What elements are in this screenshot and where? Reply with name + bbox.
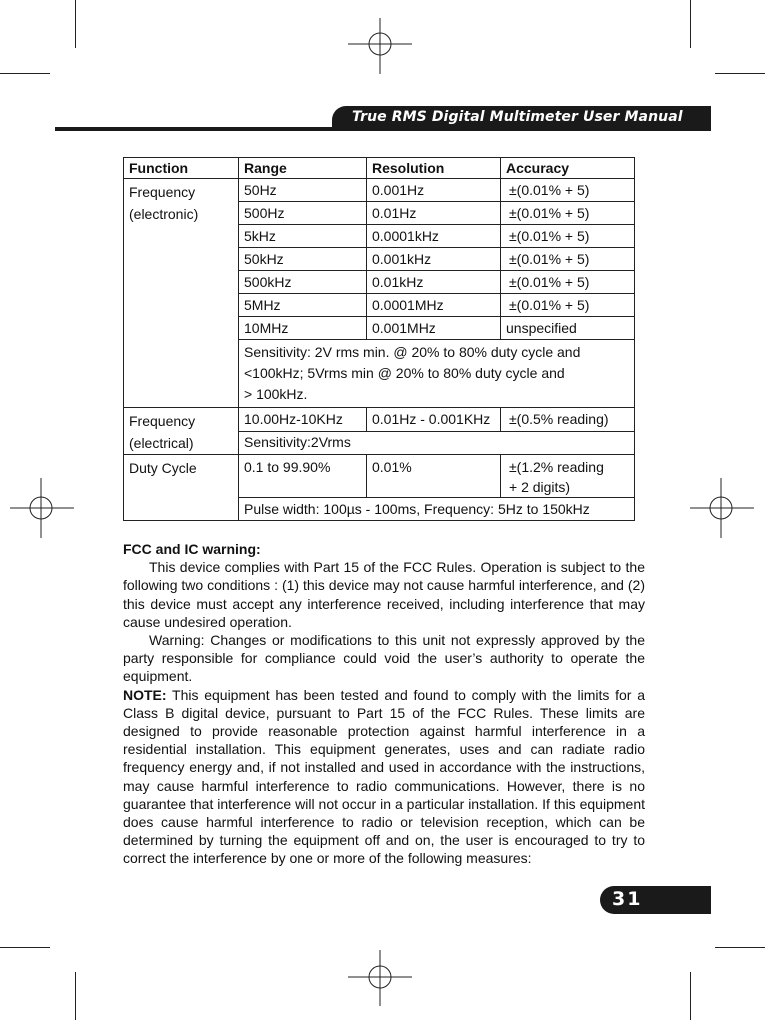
function-label: (electrical) <box>129 435 194 451</box>
range-cell: 10.00Hz-10KHz <box>239 408 367 432</box>
range-cell: 500kHz <box>239 271 367 294</box>
note-text: This equipment has been tested and found to comply with the limits for a Class B digital device, pursuant to Part 15 of the FCC Rules. These limits are designed to provide reasonable protection against harmful interference in a residential installation. This equipment generates, uses and can radiate radio frequency energy and, if not installed and used in accordance with the instructions, may cause harmful interference to radio communications. However, there is no guarantee that interference will not occur in a particular installation. If this equipment does cause harmful interference to radio or television reception, which can be determined by turning the equipment off and on, the user is encouraged to try to correct the interference by one or more of the following measures: <box>123 686 645 867</box>
accuracy-cell: ±(0.5% reading) <box>501 408 635 432</box>
crop-mark <box>0 73 50 74</box>
accuracy-cell: ±(0.01% + 5) <box>501 179 635 202</box>
range-cell: 5MHz <box>239 294 367 317</box>
crop-mark <box>715 947 765 948</box>
sensitivity-line: <100kHz; 5Vrms min @ 20% to 80% duty cycle and <box>244 365 565 381</box>
resolution-cell: 0.01Hz - 0.001KHz <box>367 408 501 432</box>
spec-table <box>123 157 635 521</box>
column-header: Resolution <box>367 158 501 179</box>
sensitivity-note: Sensitivity:2Vrms <box>239 431 635 455</box>
function-cell <box>124 408 239 455</box>
crop-mark <box>690 972 691 1020</box>
accuracy-cell: ±(0.01% + 5) <box>501 248 635 271</box>
range-cell: 5kHz <box>239 225 367 248</box>
resolution-cell: 0.01Hz <box>367 202 501 225</box>
accuracy-line: ±(1.2% reading <box>509 459 604 475</box>
header-title: True RMS Digital Multimeter User Manual <box>352 109 683 125</box>
registration-mark-icon <box>348 950 412 1006</box>
fcc-heading: FCC and IC warning: <box>123 541 261 557</box>
function-label: Frequency <box>129 184 196 200</box>
range-cell: 0.1 to 99.90% <box>239 455 367 498</box>
accuracy-cell: ±(0.01% + 5) <box>501 294 635 317</box>
range-cell: 50Hz <box>239 179 367 202</box>
resolution-cell: 0.001Hz <box>367 179 501 202</box>
function-cell <box>124 179 239 408</box>
function-cell <box>124 455 239 521</box>
note-label: NOTE: <box>123 686 167 703</box>
range-cell: 500Hz <box>239 202 367 225</box>
resolution-cell: 0.001kHz <box>367 248 501 271</box>
accuracy-cell: unspecified <box>501 317 635 340</box>
crop-mark <box>690 0 691 48</box>
crop-mark <box>0 947 50 948</box>
function-label: Duty Cycle <box>129 460 197 476</box>
function-label: (electronic) <box>129 206 199 222</box>
resolution-cell: 0.0001MHz <box>367 294 501 317</box>
crop-mark <box>715 73 765 74</box>
accuracy-line: + 2 digits) <box>509 479 571 495</box>
table-row <box>124 455 635 498</box>
resolution-cell: 0.0001kHz <box>367 225 501 248</box>
crop-mark <box>75 0 76 48</box>
accuracy-cell: ±(0.01% + 5) <box>501 225 635 248</box>
registration-mark-icon <box>348 18 412 74</box>
fcc-note <box>123 686 645 868</box>
accuracy-cell: ±(0.01% + 5) <box>501 271 635 294</box>
crop-mark <box>75 972 76 1020</box>
accuracy-cell <box>501 455 635 498</box>
fcc-section <box>123 540 645 868</box>
sensitivity-line: > 100kHz. <box>244 386 308 402</box>
table-row <box>124 408 635 432</box>
registration-mark-icon <box>690 478 754 538</box>
column-header: Accuracy <box>501 158 635 179</box>
resolution-cell: 0.01kHz <box>367 271 501 294</box>
range-cell: 10MHz <box>239 317 367 340</box>
fcc-paragraph: This device complies with Part 15 of the FCC Rules. Operation is subject to the following two conditions : (1) this device may not cause harmful interference, and (2) this device must accept any interference received, including interference that may cause undesired operation. <box>123 559 645 630</box>
sensitivity-note <box>239 340 635 408</box>
column-header: Range <box>239 158 367 179</box>
function-label: Frequency <box>129 413 196 429</box>
resolution-cell: 0.001MHz <box>367 317 501 340</box>
accuracy-cell: ±(0.01% + 5) <box>501 202 635 225</box>
sensitivity-line: Sensitivity: 2V rms min. @ 20% to 80% duty cycle and <box>244 344 581 360</box>
range-cell: 50kHz <box>239 248 367 271</box>
page-number: 31 <box>612 888 643 910</box>
table-row <box>124 179 635 202</box>
pulse-width-note: Pulse width: 100µs - 100ms, Frequency: 5Hz to 150kHz <box>239 498 635 521</box>
table-header-row <box>124 158 635 179</box>
registration-mark-icon <box>10 478 74 538</box>
fcc-paragraph: Warning: Changes or modifications to this unit not expressly approved by the party responsible for compliance could void the user’s authority to operate the equipment. <box>123 632 645 685</box>
column-header: Function <box>124 158 239 179</box>
resolution-cell: 0.01% <box>367 455 501 498</box>
